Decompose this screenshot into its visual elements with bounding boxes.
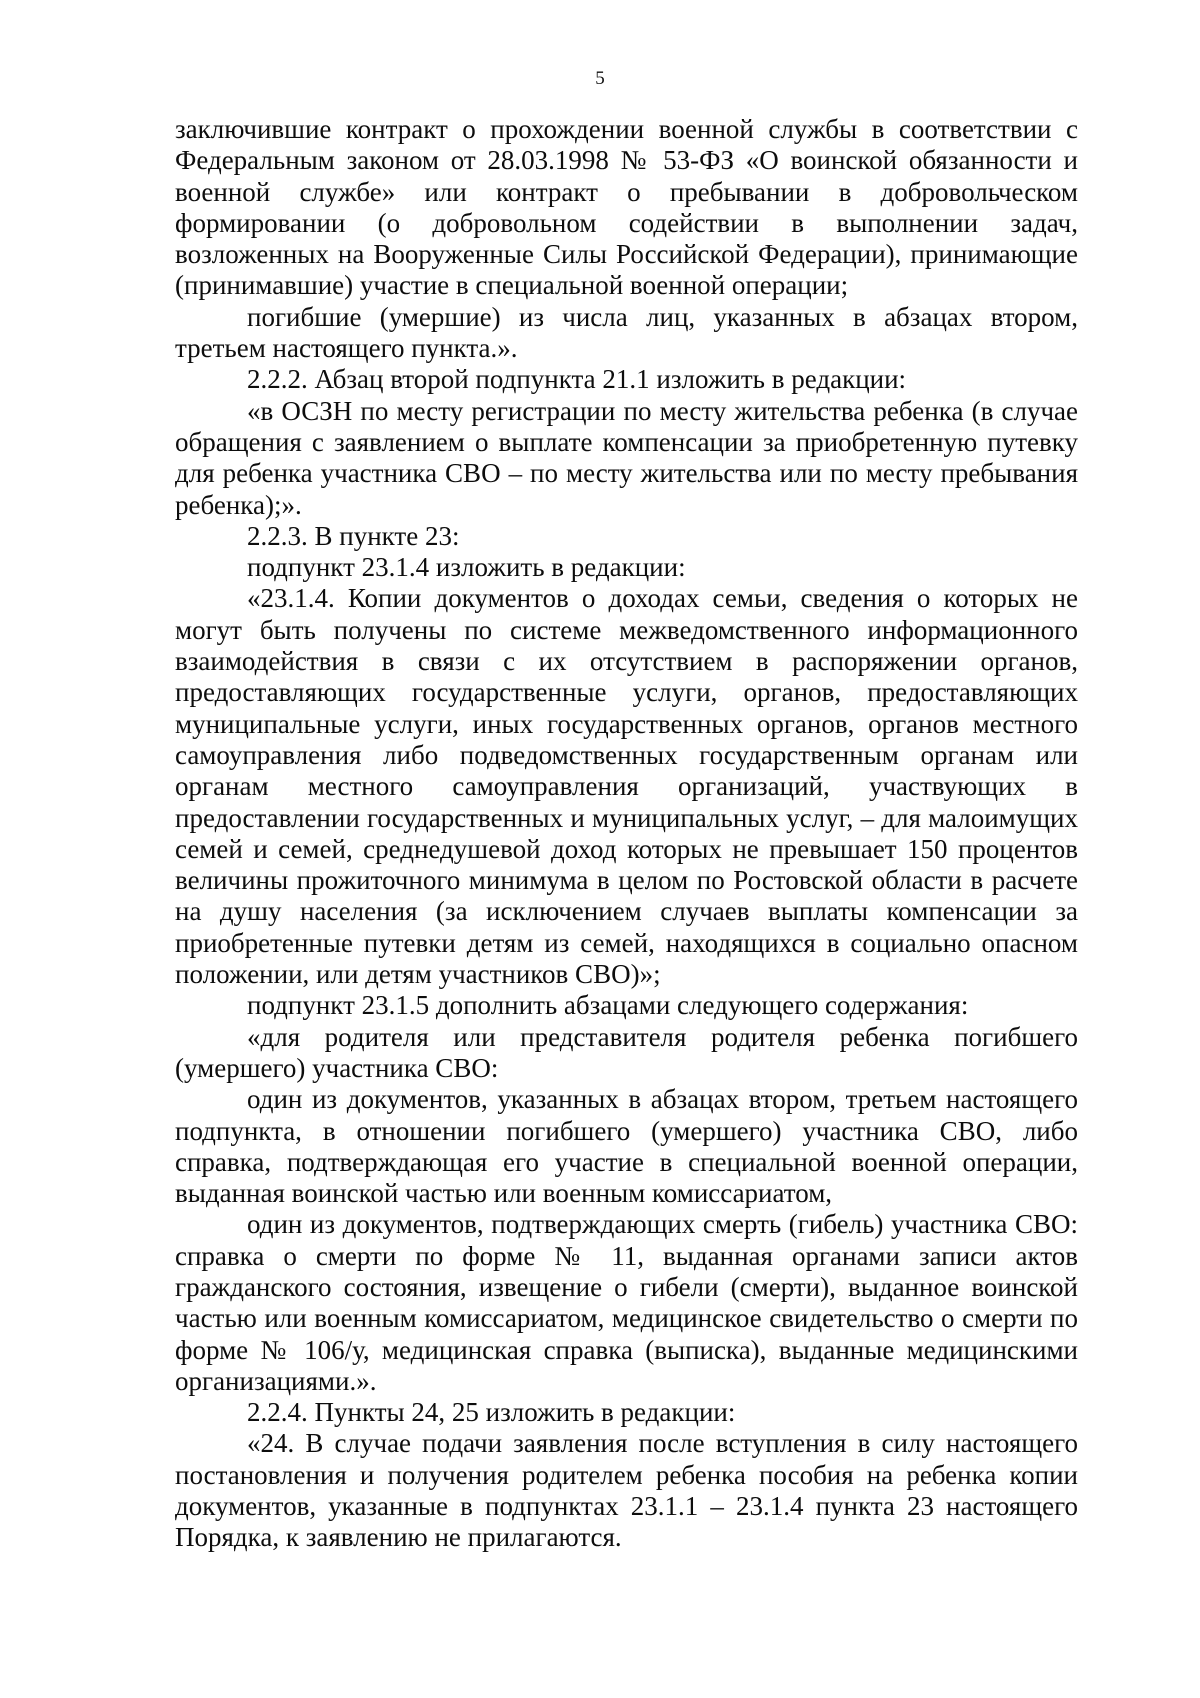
paragraph: «в ОСЗН по месту регистрации по месту жительства ребенка (в случае обращения с заявлением о выплате компенсации за приобретенную путевку для ребенка участника СВО – по месту жительства или по месту пребывания ребенка);». [175, 395, 1078, 520]
paragraph: подпункт 23.1.5 дополнить абзацами следующего содержания: [247, 990, 969, 1021]
paragraph: 2.2.2. Абзац второй подпункта 21.1 изложить в редакции: [247, 364, 907, 395]
paragraph: подпункт 23.1.4 изложить в редакции: [247, 552, 686, 583]
paragraph: 2.2.3. В пункте 23: [247, 520, 460, 551]
paragraph: «24. В случае подачи заявления после вступления в силу настоящего постановления и получения родителем ребенка пособия на ребенка копии документов, указанные в подпунктах 23.1.1 – 23.1.4 пункта 23 настоящего Порядка, к заявлению не прилагаются. [175, 1428, 1078, 1553]
paragraph: погибшие (умершие) из числа лиц, указанных в абзацах втором, третьем настоящего пункта.». [175, 301, 1078, 364]
paragraph: «для родителя или представителя родителя ребенка погибшего (умершего) участника СВО: [175, 1021, 1078, 1083]
document-body [175, 114, 1078, 1554]
paragraph: один из документов, подтверждающих смерть (гибель) участника СВО: справка о смерти по форме № 11, выданная органами записи актов гражданского состояния, извещение о гибели (смерти), выданное воинской частью или военным комиссариатом, медицинское свидетельство о смерти по форме № 106/у, медицинская справка (выписка), выданные медицинскими организациями.». [175, 1209, 1078, 1396]
paragraph: 2.2.4. Пункты 24, 25 изложить в редакции: [247, 1397, 736, 1428]
paragraph: один из документов, указанных в абзацах втором, третьем настоящего подпункта, в отношении погибшего (умершего) участника СВО, либо справка, подтверждающая его участие в специальной военной операции, выданная воинской частью или военным комиссариатом, [175, 1084, 1078, 1209]
paragraph: заключившие контракт о прохождении военной службы в соответствии с Федеральным законом от 28.03.1998 № 53-ФЗ «О воинской обязанности и военной службе» или контракт о пребывании в добровольческом формировании (о добровольном содействии в выполнении задач, возложенных на Вооруженные Силы Российской Федерации), принимающие (принимавшие) участие в специальной военной операции; [175, 114, 1078, 301]
paragraph: «23.1.4. Копии документов о доходах семьи, сведения о которых не могут быть получены по системе межведомственного информационного взаимодействия в связи с их отсутствием в распоряжении органов, предоставляющих государственные услуги, органов, предоставляющих муниципальные услуги, иных государственных органов, органов местного самоуправления либо подведомственных государственным органам или органам местного самоуправления организаций, участвующих в предоставлении государственных и муниципальных услуг, – для малоимущих семей и семей, среднедушевой доход которых не превышает 150 процентов величины прожиточного минимума в целом по Ростовской области в расчете на душу населения (за исключением случаев выплаты компенсации за приобретенные путевки детям из семей, находящихся в социально опасном положении, или детям участников СВО)»; [175, 583, 1078, 990]
page-number: 5 [595, 68, 605, 89]
